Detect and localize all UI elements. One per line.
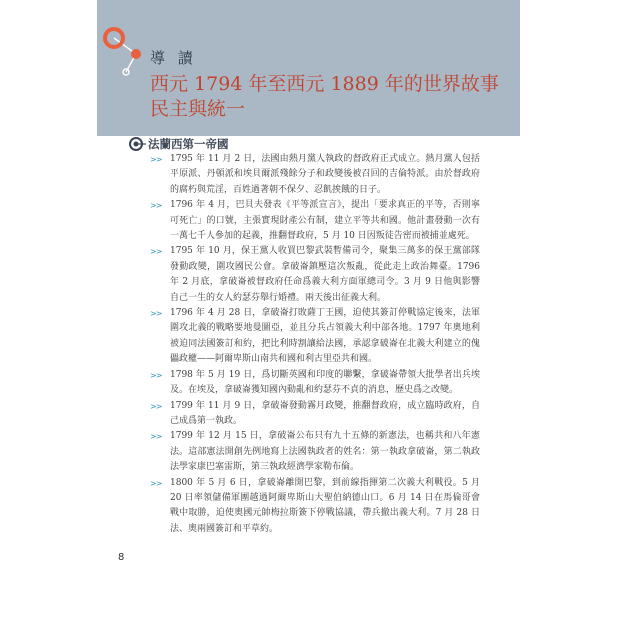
double-chevron-right-icon: >>	[150, 370, 162, 380]
event-item	[150, 306, 480, 368]
event-text: 1800 年 5 月 6 日，拿破崙離開巴黎，到前線指揮第二次義大利戰役。5 月 20 日率領儲備軍團越過阿爾卑斯山大聖伯納德山口。6 月 14 日在馬倫哥會戰中取勝，迫使奧國元帥梅拉斯簽下停戰協議，帶兵撤出義大利。7 月 28 日法、奧兩國簽訂和平草約。	[170, 477, 480, 534]
section-title: 法蘭西第一帝國	[148, 137, 229, 151]
event-item	[150, 429, 480, 475]
event-text: 1798 年 5 月 19 日，爲切斷英國和印度的聯繫，拿破崙帶領大批學者出兵埃及。在埃及，拿破崙獲知國內動亂和約瑟芬不貞的消息，歷史爲之改變。	[170, 369, 480, 396]
event-item	[150, 368, 480, 399]
double-chevron-right-icon: >>	[150, 432, 162, 442]
event-item	[150, 152, 480, 198]
guide-label: 導 讀	[150, 49, 197, 67]
section-bullet-icon	[128, 136, 146, 152]
event-text: 1799 年 11 月 9 日，拿破崙發動霧月政變，推翻督政府，成立臨時政府，自己成爲第一執政。	[170, 400, 480, 426]
event-list	[150, 152, 480, 537]
double-chevron-right-icon: >>	[150, 309, 162, 319]
double-chevron-right-icon: >>	[150, 247, 162, 257]
double-chevron-right-icon: >>	[150, 155, 162, 164]
double-chevron-right-icon: >>	[150, 478, 162, 488]
page-title-line-2: 民主與統一	[150, 98, 246, 120]
event-item	[150, 399, 480, 430]
page-number: 8	[118, 552, 125, 563]
event-text: 1795 年 11 月 2 日，法國由熱月黨人執政的督政府正式成立。熱月黨人包括平原派、丹頓派和埃貝爾派殘餘分子和政變後被召回的吉倫特派。由於督政府的腐朽與荒淫，百姓過著朝不保夕、忍飢挨餓的日子。	[170, 154, 480, 195]
page-title	[150, 72, 499, 122]
event-text: 1795 年 10 月，保王黨人收買巴黎武裝暫備司令，聚集三萬多的保王黨部隊發動政變，圍攻國民公會。拿破崙鎮壓這次叛亂，從此走上政治舞臺。1796 年 2 月底，拿破崙被督政府任命爲義大利方面軍總司令。3 月 9 日他與影響自己一生的女人約瑟芬舉行婚禮。兩天後出征義大利。	[170, 246, 480, 303]
event-text: 1796 年 4 月，巴貝夫發表《平等派宣言》，提出「要求真正的平等，否則寧可死亡」的口號，主張實現財產公有制，建立平等共和國。他計畫發動一次有一萬七千人參加的起義，推翻督政府，5 月 10 日因叛徒告密而被捕並處死。	[170, 200, 480, 242]
molecule-decoration-icon	[96, 20, 156, 80]
double-chevron-right-icon: >>	[150, 401, 162, 411]
section-heading	[128, 136, 229, 152]
page-title-line-1: 西元 1794 年至西元 1889 年的世界故事	[150, 73, 499, 95]
event-item	[150, 476, 480, 538]
event-text: 1796 年 4 月 28 日，拿破崙打敗薩丁王國，迫使其簽訂停戰協定後來，法軍圍攻北義的戰略要地曼圖亞，並且分兵占領義大利中部各地。1797 年奧地利被迫同法國簽訂和約，把比利時割讓給法國，承認拿破崙在北義大利建立的傀儡政權——阿爾卑斯山南共和國和利古里亞共和國。	[170, 308, 480, 365]
double-chevron-right-icon: >>	[150, 201, 162, 211]
event-item	[150, 198, 480, 244]
event-text: 1799 年 12 月 15 日，拿破崙公布只有九十五條的新憲法，也稱共和八年憲法。這部憲法開創先例地寫上法國執政者的姓名：第一執政拿破崙，第二執政法學家康巴塞雷斯，第三執政經濟學家勒布倫。	[170, 431, 480, 473]
event-item	[150, 244, 480, 306]
